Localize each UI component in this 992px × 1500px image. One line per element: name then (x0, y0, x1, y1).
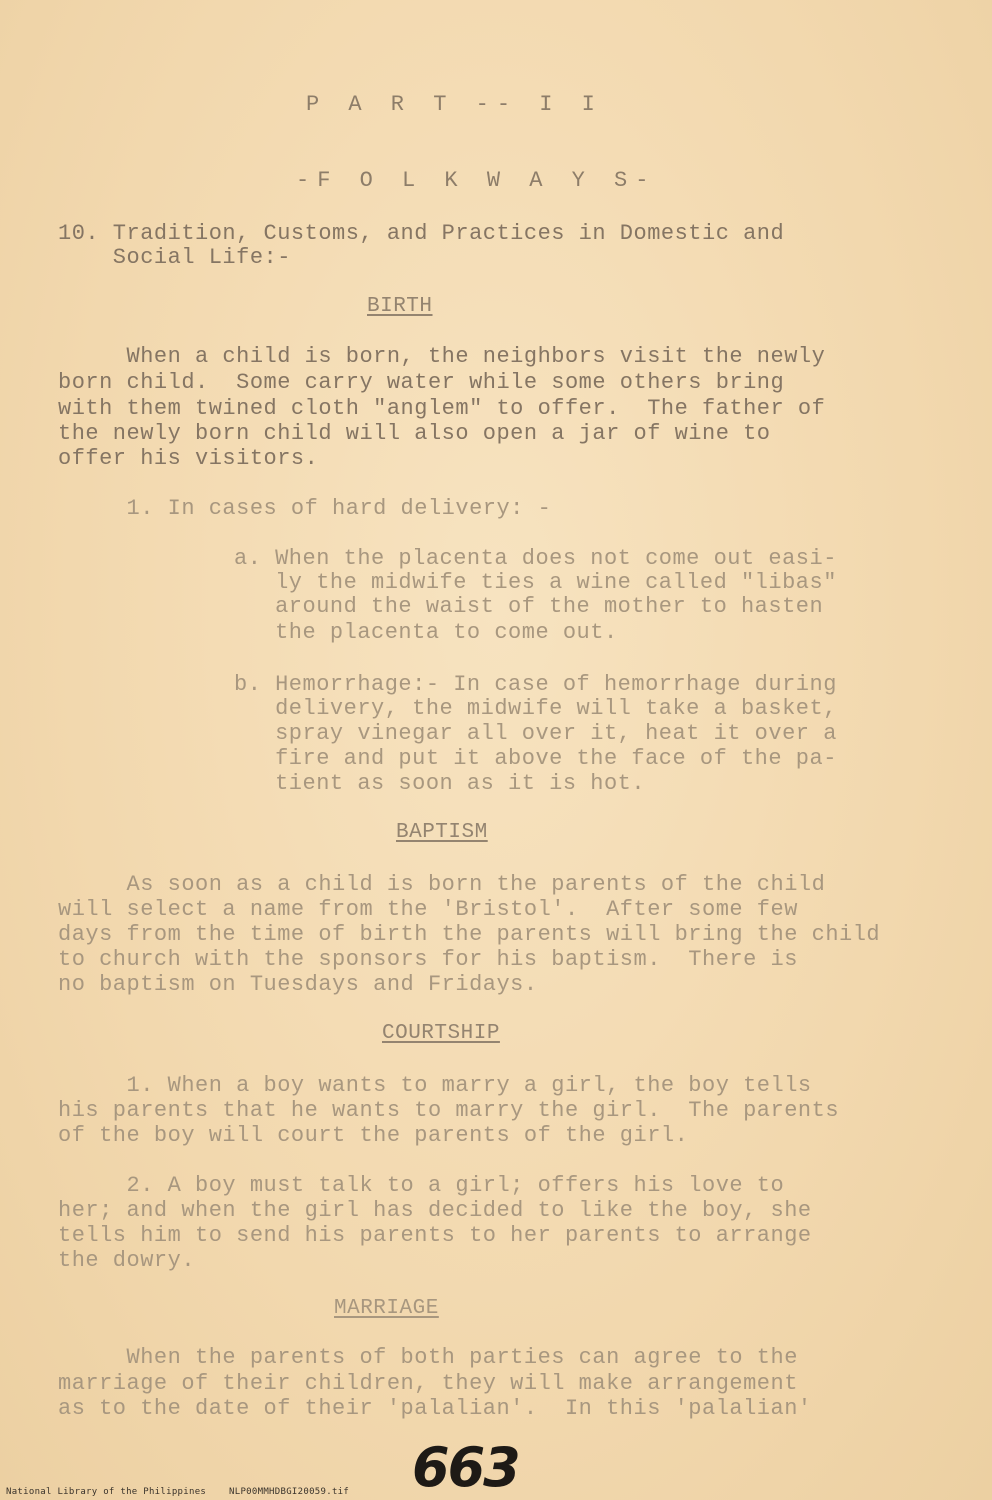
item-b-line-3: spray vinegar all over it, heat it over a (234, 721, 837, 746)
baptism-line-3: days from the time of birth the parents will bring the child (58, 922, 881, 947)
birth-line-3: with them twined cloth "anglem" to offer. The father of (58, 396, 826, 421)
baptism-line-2: will select a name from the 'Bristol'. After some few (58, 897, 798, 922)
item-b-line-1: b. Hemorrhage:- In case of hemorrhage during (234, 672, 837, 697)
birth-line-5: offer his visitors. (58, 446, 319, 471)
item-b-line-4: fire and put it above the face of the pa- (234, 746, 837, 771)
courtship-1-line-3: of the boy will court the parents of the girl. (58, 1123, 689, 1148)
birth-line-1: When a child is born, the neighbors visit the newly (58, 344, 826, 369)
marriage-line-3: as to the date of their 'palalian'. In this 'palalian' (58, 1396, 812, 1421)
intro-line-2: Social Life:- (58, 245, 291, 270)
courtship-2-line-2: her; and when the girl has decided to like the boy, she (58, 1198, 812, 1223)
courtship-heading: COURTSHIP (382, 1022, 500, 1045)
courtship-1-line-2: his parents that he wants to marry the girl. The parents (58, 1098, 840, 1123)
hard-delivery-item: 1. In cases of hard delivery: - (58, 496, 552, 521)
item-a-line-4: the placenta to come out. (234, 620, 618, 645)
birth-line-2: born child. Some carry water while some others bring (58, 370, 785, 395)
baptism-line-5: no baptism on Tuesdays and Fridays. (58, 972, 538, 997)
birth-heading: BIRTH (367, 295, 433, 318)
birth-line-4: the newly born child will also open a jar of wine to (58, 421, 771, 446)
handwritten-page-number: 663 (412, 1436, 519, 1499)
courtship-2-line-1: 2. A boy must talk to a girl; offers his love to (58, 1173, 785, 1198)
item-a-line-2: ly the midwife ties a wine called "libas" (234, 570, 837, 595)
baptism-line-4: to church with the sponsors for his baptism. There is (58, 947, 798, 972)
item-a-line-1: a. When the placenta does not come out easi- (234, 546, 837, 571)
marriage-line-2: marriage of their children, they will make arrangement (58, 1371, 798, 1396)
marriage-heading: MARRIAGE (334, 1297, 439, 1320)
courtship-2-line-4: the dowry. (58, 1248, 196, 1273)
archive-footer: National Library of the Philippines NLP00MMHDBGI20059.tif (6, 1487, 350, 1497)
folkways-heading: -F O L K W A Y S- (296, 168, 657, 193)
courtship-1-line-1: 1. When a boy wants to marry a girl, the boy tells (58, 1073, 812, 1098)
baptism-line-1: As soon as a child is born the parents of the child (58, 872, 826, 897)
intro-line-1: 10. Tradition, Customs, and Practices in Domestic and (58, 221, 785, 246)
item-b-line-5: tient as soon as it is hot. (234, 771, 646, 796)
part-heading: P A R T -- I I (306, 92, 603, 117)
baptism-heading: BAPTISM (396, 821, 488, 844)
item-a-line-3: around the waist of the mother to hasten (234, 594, 824, 619)
item-b-line-2: delivery, the midwife will take a basket, (234, 696, 837, 721)
courtship-2-line-3: tells him to send his parents to her parents to arrange (58, 1223, 812, 1248)
marriage-line-1: When the parents of both parties can agree to the (58, 1345, 798, 1370)
